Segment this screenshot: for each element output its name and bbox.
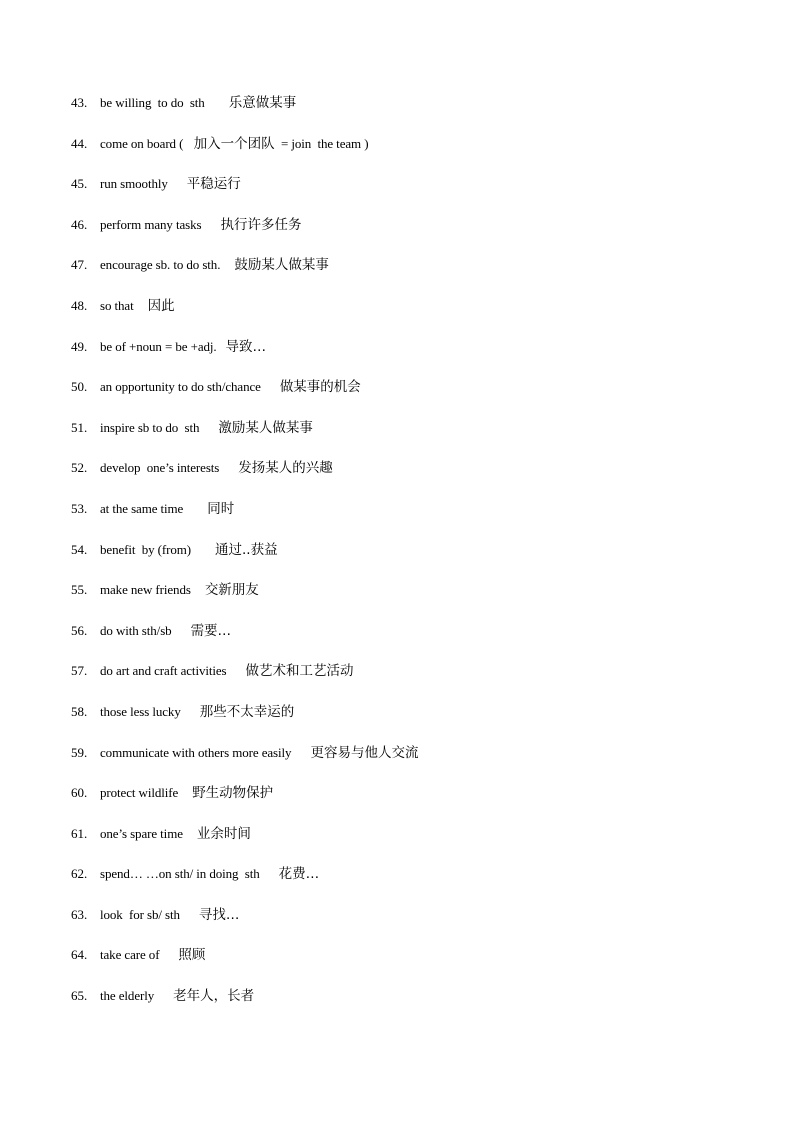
english-phrase: make new friends <box>100 582 191 598</box>
list-item <box>71 702 771 743</box>
english-phrase: communicate with others more easily <box>100 744 292 760</box>
item-number: 58. <box>71 703 88 719</box>
english-phrase: be of +noun = be +adj. <box>100 338 217 354</box>
chinese-meaning: 照顾 <box>178 947 206 964</box>
item-number: 64. <box>71 947 88 963</box>
item-number: 53. <box>71 500 88 516</box>
chinese-meaning: 那些不太幸运的 <box>199 703 295 720</box>
english-phrase: the elderly <box>100 988 155 1004</box>
phrase-list <box>71 93 771 1027</box>
list-item <box>71 743 771 784</box>
chinese-meaning: 花费… <box>278 866 320 883</box>
chinese-meaning: 业余时间 <box>196 825 251 842</box>
english-phrase: an opportunity to do sth/chance <box>100 379 261 395</box>
item-number: 46. <box>71 216 88 232</box>
list-item <box>71 499 771 540</box>
chinese-meaning: 鼓励某人做某事 <box>234 257 329 274</box>
list-item <box>71 905 771 946</box>
chinese-meaning: 野生动物保护 <box>192 785 274 802</box>
english-phrase: perform many tasks <box>100 216 202 232</box>
chinese-meaning: 乐意做某事 <box>228 95 297 111</box>
english-phrase: develop one’s interests <box>100 460 220 476</box>
list-item <box>71 580 771 621</box>
english-phrase: be willing to do sth <box>100 95 205 110</box>
english-phrase: protect wildlife <box>100 785 179 801</box>
item-number: 65. <box>71 988 88 1004</box>
item-number: 61. <box>71 825 88 841</box>
chinese-meaning: 激励某人做某事 <box>218 419 313 436</box>
chinese-meaning: 平稳运行 <box>186 176 241 193</box>
list-item <box>71 93 771 134</box>
list-item <box>71 783 771 824</box>
chinese-meaning: 因此 <box>147 297 175 314</box>
item-number: 51. <box>71 419 88 435</box>
item-number: 56. <box>71 622 88 638</box>
list-item <box>71 134 771 175</box>
list-item <box>71 458 771 499</box>
item-number: 43. <box>71 95 88 110</box>
item-number: 49. <box>71 338 88 354</box>
list-item <box>71 864 771 905</box>
list-item <box>71 215 771 256</box>
item-number: 44. <box>71 135 88 151</box>
chinese-meaning: 更容易与他人交流 <box>310 744 419 761</box>
list-item <box>71 174 771 215</box>
english-phrase: do with sth/sb <box>100 622 172 638</box>
chinese-meaning: 加入一个团队 <box>193 135 275 152</box>
list-item <box>71 296 771 337</box>
english-phrase: inspire sb to do sth <box>100 419 200 435</box>
item-number: 62. <box>71 866 88 882</box>
list-item <box>71 540 771 581</box>
item-number: 63. <box>71 906 88 922</box>
english-phrase: so that <box>100 297 134 313</box>
list-item <box>71 824 771 865</box>
list-item <box>71 418 771 459</box>
list-item <box>71 945 771 986</box>
english-phrase: one’s spare time <box>100 825 183 841</box>
english-phrase: encourage sb. to do sth. <box>100 257 221 273</box>
english-phrase: at the same time <box>100 500 184 516</box>
item-number: 45. <box>71 176 88 192</box>
chinese-meaning: 执行许多任务 <box>220 216 302 233</box>
english-phrase: take care of <box>100 947 160 963</box>
item-number: 59. <box>71 744 88 760</box>
chinese-meaning: 需要… <box>190 622 232 639</box>
item-number: 57. <box>71 663 88 679</box>
item-number: 55. <box>71 582 88 598</box>
english-phrase: come on board ( <box>100 135 190 151</box>
english-phrase: run smoothly <box>100 176 168 192</box>
list-item <box>71 255 771 296</box>
item-number: 52. <box>71 460 88 476</box>
english-note: = join the team ) <box>274 135 369 151</box>
english-phrase: do art and craft activities <box>100 663 227 679</box>
chinese-meaning: 通过..获益 <box>214 541 278 558</box>
list-item <box>71 661 771 702</box>
list-item <box>71 621 771 662</box>
item-number: 48. <box>71 297 88 313</box>
list-item <box>71 337 771 378</box>
english-phrase: those less lucky <box>100 703 181 719</box>
english-phrase: look for sb/ sth <box>100 906 180 922</box>
item-number: 60. <box>71 785 88 801</box>
chinese-meaning: 导致… <box>225 338 267 355</box>
list-item <box>71 986 771 1027</box>
chinese-meaning: 老年人，长者 <box>173 988 255 1005</box>
english-phrase: spend… …on sth/ in doing sth <box>100 866 260 882</box>
chinese-meaning: 交新朋友 <box>204 582 259 599</box>
chinese-meaning: 寻找… <box>198 906 240 923</box>
item-number: 47. <box>71 257 88 273</box>
item-number: 54. <box>71 541 88 557</box>
chinese-meaning: 发扬某人的兴趣 <box>238 460 333 477</box>
english-phrase: benefit by (from) <box>100 541 191 557</box>
list-item <box>71 377 771 418</box>
chinese-meaning: 做某事的机会 <box>279 379 361 396</box>
chinese-meaning: 做艺术和工艺活动 <box>245 663 354 680</box>
item-number: 50. <box>71 379 88 395</box>
chinese-meaning: 同时 <box>207 500 235 517</box>
